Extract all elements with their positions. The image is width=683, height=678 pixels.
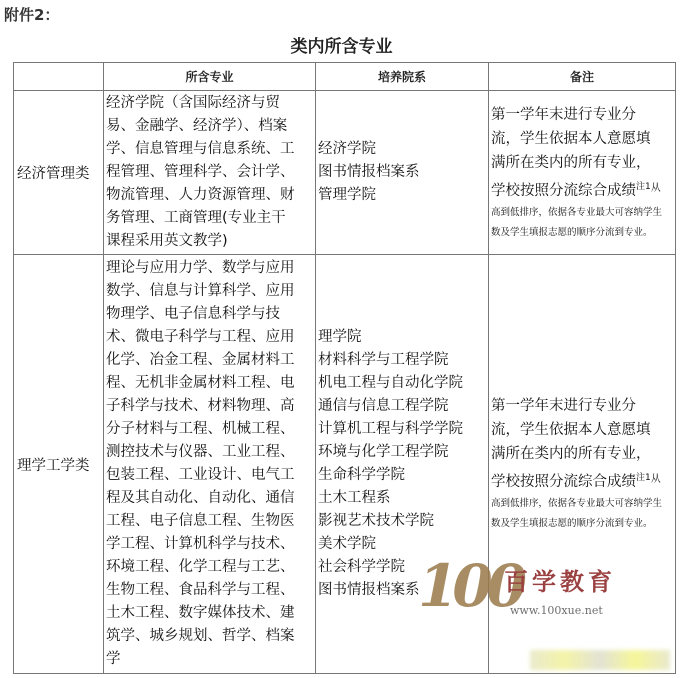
watermark-url: www.100xue.net [510,604,603,617]
cell-line: 工程、电子信息工程、生物医 [106,513,295,529]
cell-line: 环境与化学工程学院 [318,444,449,460]
header-majors: 所含专业 [104,63,316,91]
cell-line: 学 [106,651,121,667]
majors-cell [104,91,316,255]
table-row [14,91,676,255]
note-text: 学校按照分流综合成绩 [491,182,636,199]
page-title: 类内所含专业 [290,37,393,57]
note-line: 流，学生依据本人意愿填 [491,130,651,147]
cell-line: 生命科学学院 [318,467,405,483]
cell-line: 易、金融学、经济学）、档案 [106,118,288,134]
cell-line: 理学院 [318,329,362,345]
cell-line: 经济学院 [318,141,376,157]
cell-line: 管理学院 [318,187,376,203]
cell-line: 土木工程、数字媒体技术、建 [106,605,295,621]
note-line [491,466,673,494]
cell-line: 务管理、工商管理(专业主干 [106,210,286,226]
cell-line: 土木工程系 [318,490,391,506]
cell-line: 数学、信息与计算科学、应用 [106,283,295,299]
cell-line: 化学、冶金工程、金属材料工 [106,352,295,368]
cell-line: 影视艺术技术学院 [318,513,434,529]
note-footnote-marker: 注1 [636,181,651,192]
cell-line: 程管理、管理科学、会计学、 [106,164,295,180]
cell-line: 课程采用英文教学) [106,233,228,249]
cell-line: 计算机工程与科学学院 [318,421,463,437]
category-cell: 经济管理类 [14,91,104,255]
note-tail: 从 [650,474,661,485]
watermark-logo-mark: 100 [418,552,522,620]
cell-line: 经济学院（含国际经济与贸 [106,95,280,111]
watermark-logo [418,552,628,632]
header-departments: 培养院系 [316,63,489,91]
header-notes: 备注 [489,63,676,91]
attachment-label: 附件2： [4,6,60,24]
header-category [14,63,104,91]
departments-cell [316,91,489,255]
note-tail: 从 [650,182,661,194]
majors-cell [104,255,316,674]
cell-line: 学工程、计算机科学与技术、 [106,536,295,552]
note-line: 满所在类内的所有专业， [491,446,651,462]
cell-line: 程、无机非金属材料工程、电 [106,375,295,391]
cell-line: 社会科学学院 [318,559,405,575]
table-header-row [14,63,676,91]
note-small-line: 数及学生填报志愿的顺序分流到专业。 [491,226,653,238]
cell-line: 程及其自动化、自动化、通信 [106,490,295,506]
cell-line: 环境工程、化学工程与工艺、 [106,559,295,575]
cell-line: 分子材料与工程、机械工程、 [106,421,295,437]
note-line [491,175,673,203]
notes-cell [489,91,676,255]
cell-line: 物理学、电子信息科学与技 [106,306,280,322]
cell-line: 学、信息管理与信息系统、工 [106,141,295,157]
note-small-line: 高到低排序，依据各专业最大可容纳学生 [491,498,663,509]
note-line: 第一学年末进行专业分 [491,106,636,123]
note-line: 第一学年末进行专业分 [491,398,636,414]
note-small-line: 高到低排序，依据各专业最大可容纳学生 [491,206,663,218]
cell-line: 机电工程与自动化学院 [318,375,463,391]
cell-line: 生物工程、食品科学与工程、 [106,582,295,598]
cell-line: 图书情报档案系 [318,582,420,598]
note-text: 学校按照分流综合成绩 [491,474,636,490]
blurred-overlay [530,650,670,670]
cell-line: 美术学院 [318,536,376,552]
cell-line: 包装工程、工业设计、电气工 [106,467,295,483]
cell-line: 物流管理、人力资源管理、财 [106,187,295,203]
watermark-name: 百学教育 [504,567,616,596]
cell-line: 术、微电子科学与工程、应用 [106,329,295,345]
cell-line: 理论与应用力学、数学与应用 [106,260,295,276]
cell-line: 筑学、城乡规划、哲学、档案 [106,628,295,644]
cell-line: 图书情报档案系 [318,164,420,180]
note-footnote-marker: 注1 [636,473,651,483]
cell-line: 子科学与技术、材料物理、高 [106,398,295,414]
cell-line: 材料科学与工程学院 [318,352,449,368]
note-small-line: 数及学生填报志愿的顺序分流到专业。 [491,518,653,529]
note-line: 流，学生依据本人意愿填 [491,422,651,438]
cell-line: 测控技术与仪器、工业工程、 [106,444,295,460]
cell-line: 通信与信息工程学院 [318,398,449,414]
category-cell: 理学工学类 [14,255,104,674]
note-line: 满所在类内的所有专业， [491,154,651,171]
